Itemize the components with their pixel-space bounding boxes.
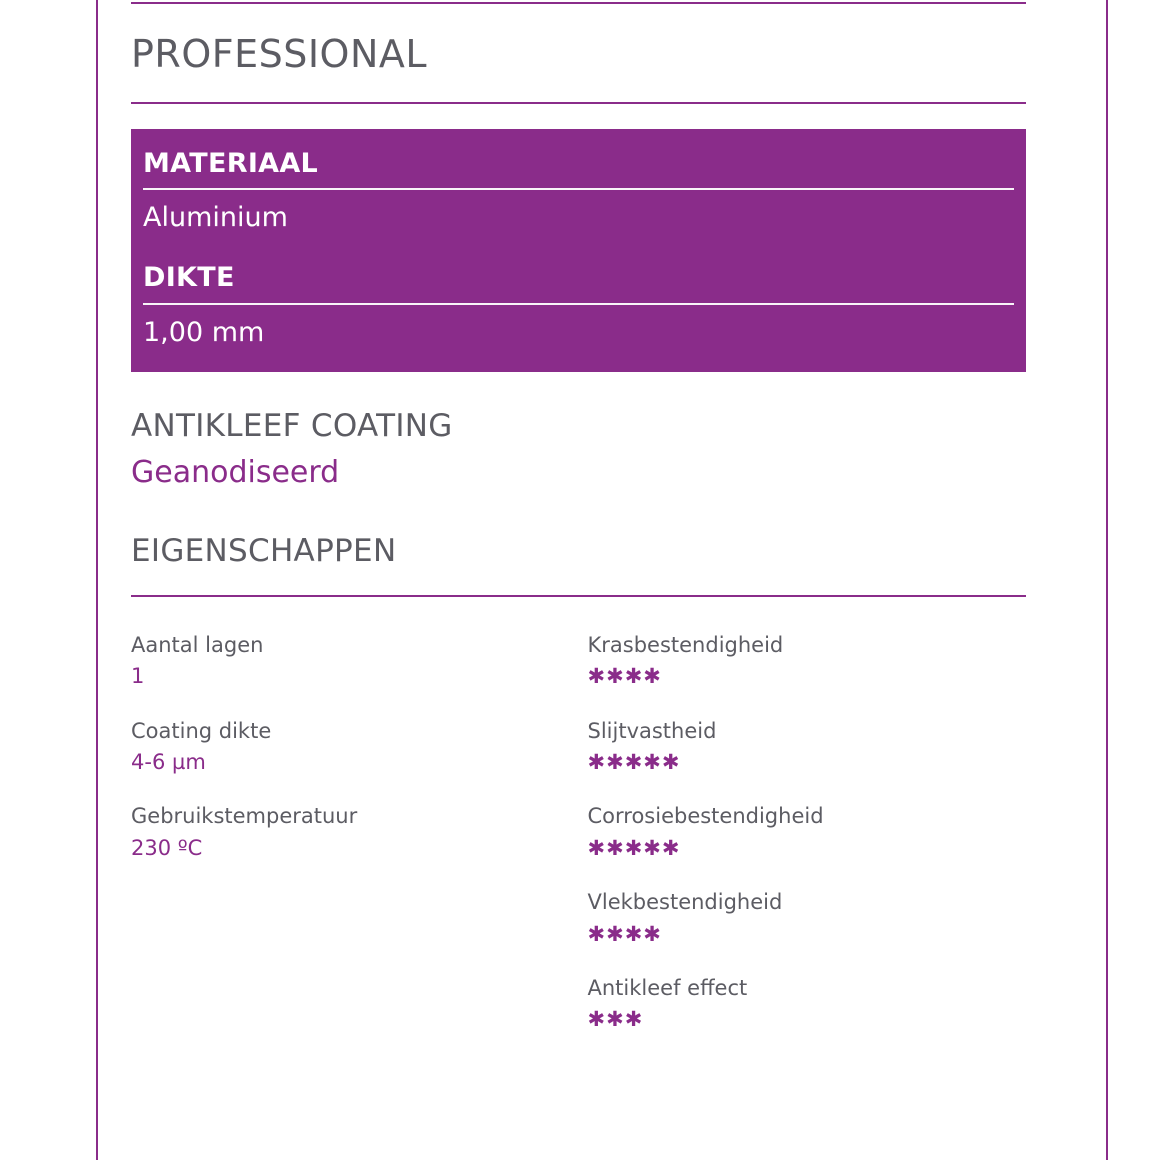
property-value: 4-6 µm [131,749,206,774]
properties-divider [131,595,1026,597]
property-item [588,888,1027,950]
property-rating-stars: ✱✱✱✱ [587,664,662,688]
material-value: Aluminium [143,202,288,234]
spec-block [131,129,1026,373]
property-rating-stars: ✱✱✱✱ [587,921,662,946]
property-item [588,802,1027,864]
properties-right-column [579,631,1027,1060]
properties-grid [131,631,1026,1060]
coating-value: Geanodiseerd [131,455,340,491]
content-column [131,0,1026,1060]
property-rating-stars: ✱✱✱✱✱ [587,835,681,860]
properties-title: EIGENSCHAPPEN [131,533,397,570]
thickness-label: DIKTE [143,262,235,294]
property-name: Antikleef effect [587,976,748,1001]
property-item [588,974,1027,1036]
property-name: Corrosiebestendigheid [587,804,824,829]
property-item [588,717,1027,779]
material-underline [143,188,1014,190]
property-item [131,717,579,779]
property-name: Krasbestendigheid [587,632,784,657]
property-value: 1 [131,664,145,688]
property-rating-stars: ✱✱✱✱✱ [587,749,681,774]
page-title: PROFESSIONAL [131,32,428,76]
right-border-rule [1106,0,1108,1160]
title-divider [131,102,1026,104]
property-item [131,802,579,864]
property-item [131,631,579,693]
properties-left-column [131,631,579,1060]
property-item [588,631,1027,693]
left-border-rule [96,0,98,1160]
property-name: Vlekbestendigheid [587,890,783,915]
property-name: Aantal lagen [131,632,264,657]
property-name: Slijtvastheid [587,718,717,743]
property-name: Gebruikstemperatuur [131,804,358,829]
thickness-underline [143,303,1014,305]
property-value: 230 ºC [131,835,203,860]
property-name: Coating dikte [131,718,272,743]
material-label: MATERIAAL [143,147,319,179]
property-rating-stars: ✱✱✱ [587,1007,644,1032]
coating-title: ANTIKLEEF COATING [131,408,453,445]
thickness-value: 1,00 mm [143,317,265,349]
